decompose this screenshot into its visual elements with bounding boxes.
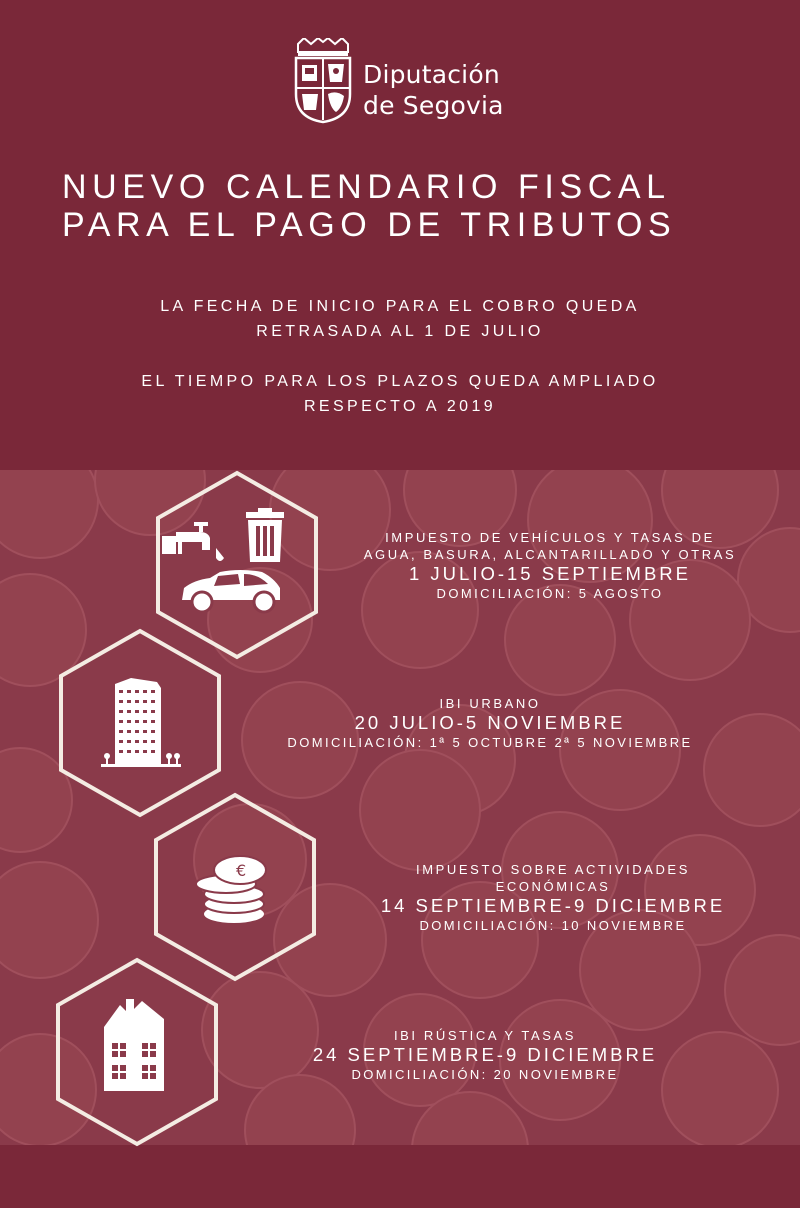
item-dates: 1 JULIO-15 SEPTIEMBRE [409,563,691,584]
brand-logo [292,38,522,124]
item-ibi-rustica-info [290,1027,680,1083]
item-domiciliation: DOMICILIACIÓN: 10 NOVIEMBRE [419,918,687,933]
hexagon-ibi-rustica [54,957,220,1147]
note-extension-line1: EL TIEMPO PARA LOS PLAZOS QUEDA AMPLIADO [141,373,659,390]
item-ibi-urbano-info [262,695,718,751]
hexagon-actividades [152,792,318,982]
item-dates: 20 JULIO-5 NOVIEMBRE [354,712,626,733]
note-extension-line2: RESPECTO A 2019 [303,398,497,415]
trash-bin-icon [246,508,284,562]
item-domiciliation: DOMICILIACIÓN: 5 AGOSTO [436,586,664,601]
item-dates: 14 SEPTIEMBRE-9 DICIEMBRE [380,895,726,916]
item-actividades-info [365,861,741,934]
item-domiciliation: DOMICILIACIÓN: 20 NOVIEMBRE [351,1067,619,1082]
page-title-line2: PARA EL PAGO DE TRIBUTOS [62,206,677,244]
item-vehicles-info [350,529,750,602]
item-category-line2: AGUA, BASURA, ALCANTARILLADO Y OTRAS [363,547,737,562]
coat-of-arms-icon [292,38,354,124]
euro-coins-icon [196,856,266,923]
page-title-line1: NUEVO CALENDARIO FISCAL [62,168,671,206]
office-building-icon [101,678,181,767]
brand-name-line1: Diputación [363,60,500,89]
item-category-line1: IBI URBANO [439,696,541,711]
hexagon-ibi-urbano [57,628,223,818]
item-domiciliation: DOMICILIACIÓN: 1ª 5 OCTUBRE 2ª 5 NOVIEMBRE [287,735,693,750]
note-start-date-line2: RETRASADA AL 1 DE JULIO [256,323,544,340]
euro-symbol: € [236,861,247,880]
house-icon [104,999,164,1091]
car-icon [182,570,280,612]
brand-name-line2: de Segovia [363,91,504,120]
water-tap-icon [162,522,224,561]
note-start-date-line1: LA FECHA DE INICIO PARA EL COBRO QUEDA [160,298,640,315]
item-category-line1: IMPUESTO DE VEHÍCULOS Y TASAS DE [385,530,715,545]
item-dates: 24 SEPTIEMBRE-9 DICIEMBRE [312,1044,658,1065]
item-category-line1: IMPUESTO SOBRE ACTIVIDADES [416,862,690,877]
item-category-line1: IBI RÚSTICA Y TASAS [393,1028,577,1043]
item-category-line2: ECONÓMICAS [495,879,611,894]
